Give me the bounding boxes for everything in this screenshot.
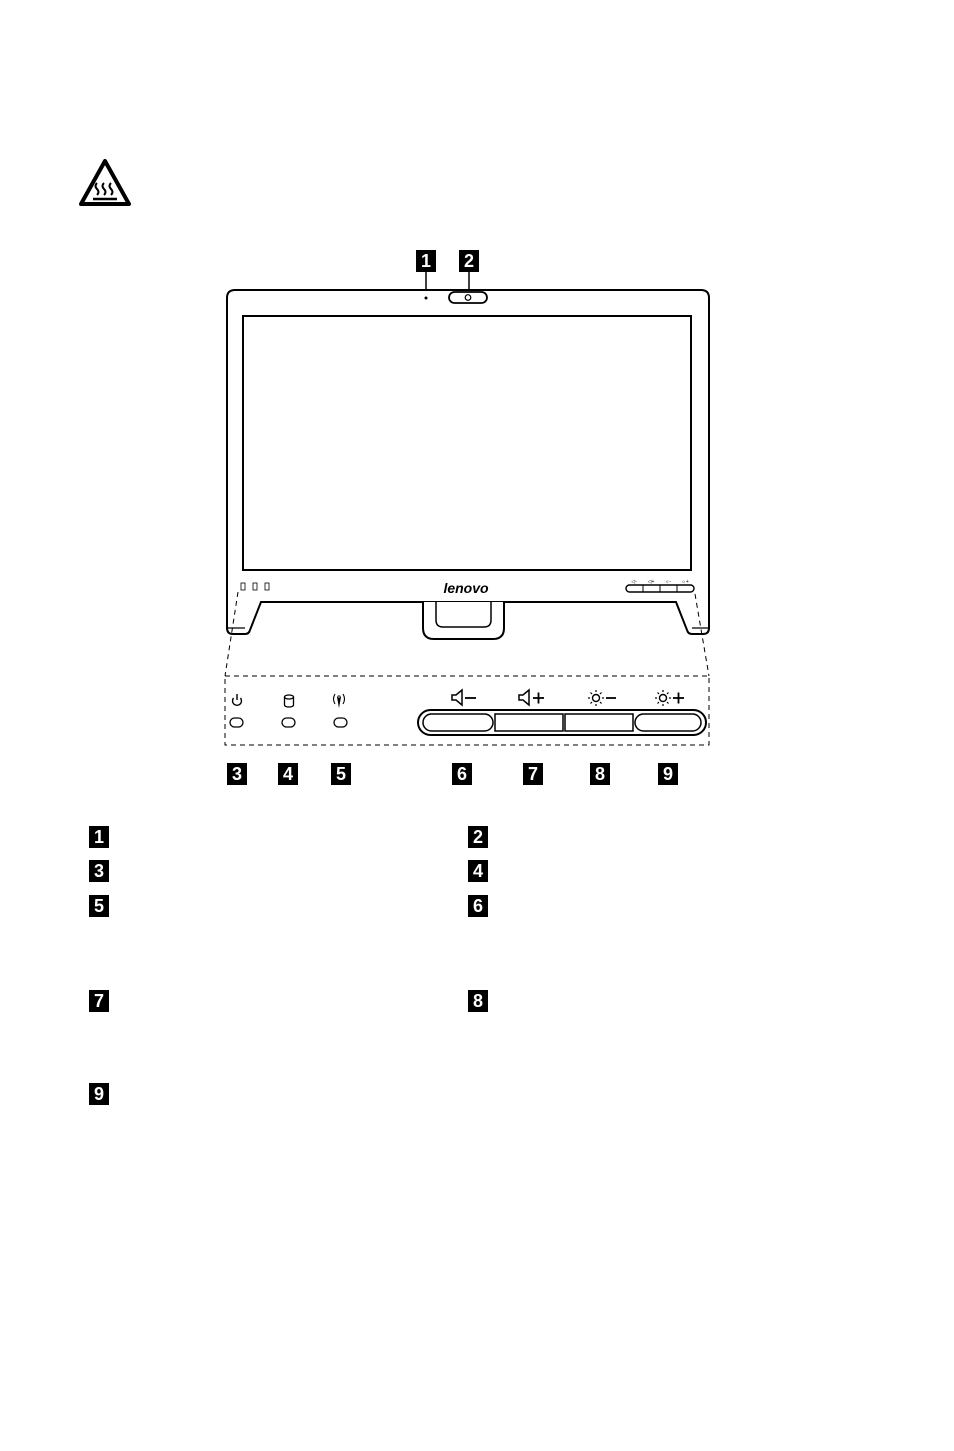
callout-badge-3: 3 <box>227 763 247 785</box>
legend-badge-8: 8 <box>468 990 488 1012</box>
callout-badge-2: 2 <box>459 250 479 272</box>
brightness-down-key <box>565 714 633 731</box>
power-icon <box>233 694 242 705</box>
sun-minus-icon <box>588 690 616 706</box>
callout-badge-9: 9 <box>658 763 678 785</box>
callout-badge-1: 1 <box>416 250 436 272</box>
camera-lens <box>465 295 471 301</box>
lenovo-logo: lenovo <box>443 580 489 596</box>
speaker-plus-icon <box>519 690 544 705</box>
svg-text:◁+: ◁+ <box>647 579 655 585</box>
legend-badge-2: 2 <box>468 826 488 848</box>
brightness-up-key <box>635 714 701 731</box>
power-indicator-light <box>230 718 243 727</box>
legend-badge-1: 1 <box>89 826 109 848</box>
legend-badge-7: 7 <box>89 990 109 1012</box>
sun-plus-icon <box>655 690 684 706</box>
svg-text:◁-: ◁- <box>631 579 637 585</box>
volume-down-key <box>423 714 493 731</box>
volume-up-key <box>495 714 563 731</box>
hard-drive-icon <box>285 695 294 707</box>
svg-text:☼+: ☼+ <box>681 579 689 585</box>
callout-badge-8: 8 <box>590 763 610 785</box>
callout-badge-7: 7 <box>523 763 543 785</box>
legend-badge-6: 6 <box>468 895 488 917</box>
legend-badge-3: 3 <box>89 860 109 882</box>
legend-badge-4: 4 <box>468 860 488 882</box>
legend-badge-5: 5 <box>89 895 109 917</box>
callout-badge-6: 6 <box>452 763 472 785</box>
legend-badge-9: 9 <box>89 1083 109 1105</box>
control-button-strip <box>418 710 706 735</box>
wireless-antenna-icon <box>334 694 345 708</box>
microphone-hole <box>425 297 428 300</box>
svg-text:☼-: ☼- <box>664 579 672 585</box>
speaker-minus-icon <box>452 690 476 705</box>
wireless-indicator-light <box>334 718 347 727</box>
display-screen <box>243 316 691 570</box>
callout-badge-5: 5 <box>331 763 351 785</box>
callout-badge-4: 4 <box>278 763 298 785</box>
drive-indicator-light <box>282 718 295 727</box>
